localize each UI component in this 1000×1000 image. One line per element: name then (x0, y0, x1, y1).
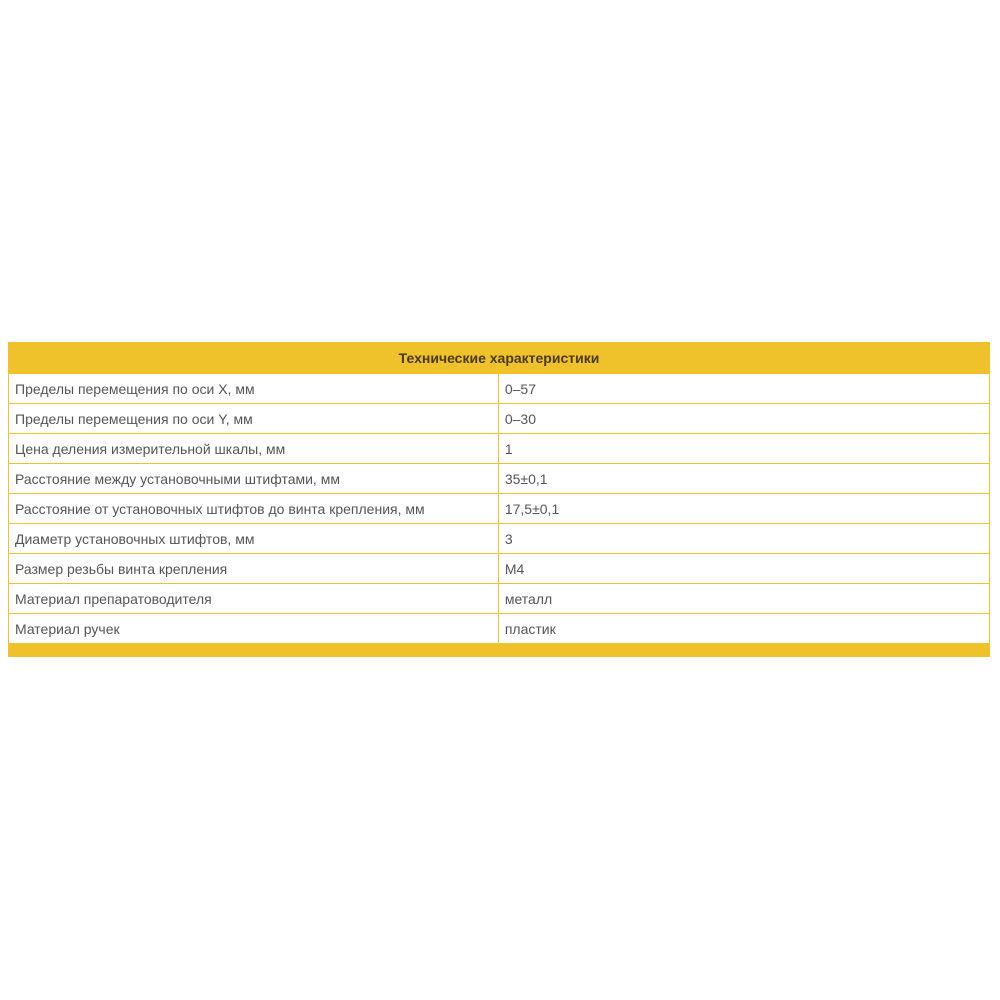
spec-label: Размер резьбы винта крепления (9, 554, 499, 584)
table-row (9, 614, 990, 644)
spec-value: 35±0,1 (498, 464, 989, 494)
spec-value: 3 (498, 524, 989, 554)
table-row (9, 374, 990, 404)
footer-strip (9, 644, 990, 657)
spec-value: металл (498, 584, 989, 614)
spec-label: Расстояние от установочных штифтов до винта крепления, мм (9, 494, 499, 524)
table-row (9, 404, 990, 434)
table-row (9, 494, 990, 524)
table-title: Технические характеристики (9, 343, 990, 374)
table-row (9, 434, 990, 464)
spec-value: 1 (498, 434, 989, 464)
table-row (9, 464, 990, 494)
spec-value: 17,5±0,1 (498, 494, 989, 524)
spec-value: М4 (498, 554, 989, 584)
spec-label: Материал ручек (9, 614, 499, 644)
spec-value: пластик (498, 614, 989, 644)
spec-label: Пределы перемещения по оси X, мм (9, 374, 499, 404)
spec-label: Диаметр установочных штифтов, мм (9, 524, 499, 554)
spec-label: Материал препаратоводителя (9, 584, 499, 614)
table-footer-bar (9, 644, 990, 657)
table-row (9, 554, 990, 584)
table-row (9, 524, 990, 554)
table-row (9, 584, 990, 614)
specifications-table (8, 342, 990, 657)
spec-value: 0–30 (498, 404, 989, 434)
spec-label: Расстояние между установочными штифтами, мм (9, 464, 499, 494)
spec-label: Пределы перемещения по оси Y, мм (9, 404, 499, 434)
spec-label: Цена деления измерительной шкалы, мм (9, 434, 499, 464)
spec-value: 0–57 (498, 374, 989, 404)
table-header-row (9, 343, 990, 374)
